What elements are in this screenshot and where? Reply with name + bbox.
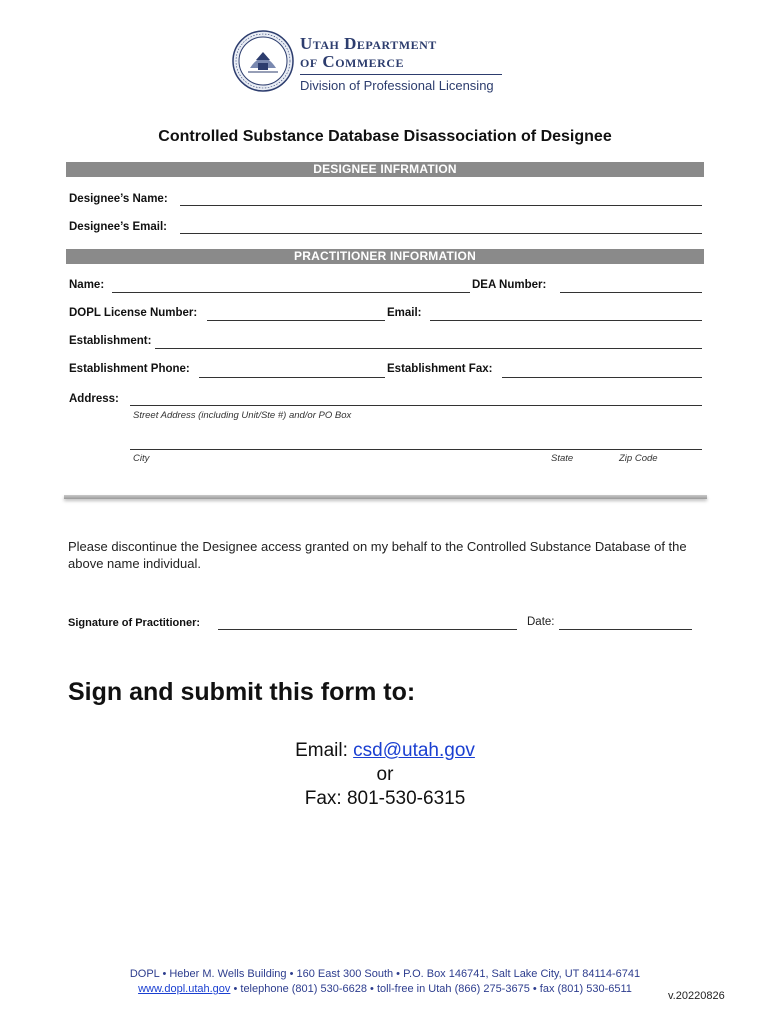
zip-hint: Zip Code: [619, 453, 658, 464]
submit-heading: Sign and submit this form to:: [68, 678, 416, 706]
practitioner-section-header: PRACTITIONER INFORMATION: [66, 249, 704, 264]
designee-email-field[interactable]: [180, 233, 702, 234]
submit-or: or: [376, 764, 394, 785]
org-name-line2: of Commerce: [300, 52, 405, 71]
license-number-label: DOPL License Number:: [69, 307, 198, 319]
form-version: v.20220826: [668, 990, 725, 1002]
discontinue-statement: Please discontinue the Designee access granted on my behalf to the Controlled Substance Database of the above name individual.: [68, 539, 687, 571]
org-name-line1: Utah Department: [300, 34, 437, 53]
city-state-zip-field[interactable]: [130, 449, 702, 450]
practitioner-email-field[interactable]: [430, 320, 702, 321]
dea-number-label: DEA Number:: [472, 279, 547, 291]
practitioner-name-field[interactable]: [112, 292, 470, 293]
signature-field[interactable]: [218, 629, 517, 630]
division-name: Division of Professional Licensing: [300, 78, 494, 93]
footer-contact: [0, 983, 770, 995]
footer-address: DOPL • Heber M. Wells Building • 160 East 300 South • P.O. Box 146741, Salt Lake City, UT 84114-6741: [129, 968, 641, 980]
establishment-fax-label: Establishment Fax:: [387, 363, 493, 375]
date-field[interactable]: [559, 629, 692, 630]
establishment-phone-label: Establishment Phone:: [69, 363, 190, 375]
establishment-label: Establishment:: [69, 335, 152, 347]
city-hint: City: [133, 453, 150, 464]
designee-section-header: DESIGNEE INFRMATION: [66, 162, 704, 177]
section-divider: [64, 495, 707, 499]
designee-email-label: Designee’s Email:: [69, 221, 168, 233]
department-logo: [232, 30, 522, 100]
practitioner-name-label: Name:: [69, 279, 105, 291]
establishment-phone-field[interactable]: [199, 377, 385, 378]
state-seal-icon: [232, 30, 294, 92]
signature-label: Signature of Practitioner:: [68, 617, 201, 629]
license-number-field[interactable]: [207, 320, 385, 321]
logo-divider: [300, 74, 502, 75]
footer-phone-info: • telephone (801) 530-6628 • toll-free in Utah (866) 275-3675 • fax (801) 530-6511: [230, 983, 632, 995]
designee-name-label: Designee’s Name:: [69, 193, 168, 205]
street-address-field[interactable]: [130, 405, 702, 406]
submit-email-line: [0, 740, 770, 762]
establishment-fax-field[interactable]: [502, 377, 702, 378]
address-label: Address:: [69, 393, 119, 405]
submit-email-link[interactable]: csd@utah.gov: [353, 740, 475, 761]
website-link[interactable]: www.dopl.utah.gov: [138, 983, 231, 995]
form-title: Controlled Substance Database Disassociation of Designee: [158, 128, 612, 145]
submit-fax: Fax: 801-530-6315: [304, 788, 466, 809]
email-prefix: Email:: [295, 740, 354, 761]
street-address-hint: Street Address (including Unit/Ste #) and/or PO Box: [133, 410, 352, 421]
designee-name-field[interactable]: [180, 205, 702, 206]
establishment-field[interactable]: [155, 348, 702, 349]
dea-number-field[interactable]: [560, 292, 702, 293]
date-label: Date:: [527, 616, 555, 628]
practitioner-email-label: Email:: [387, 307, 422, 319]
state-hint: State: [551, 453, 574, 464]
